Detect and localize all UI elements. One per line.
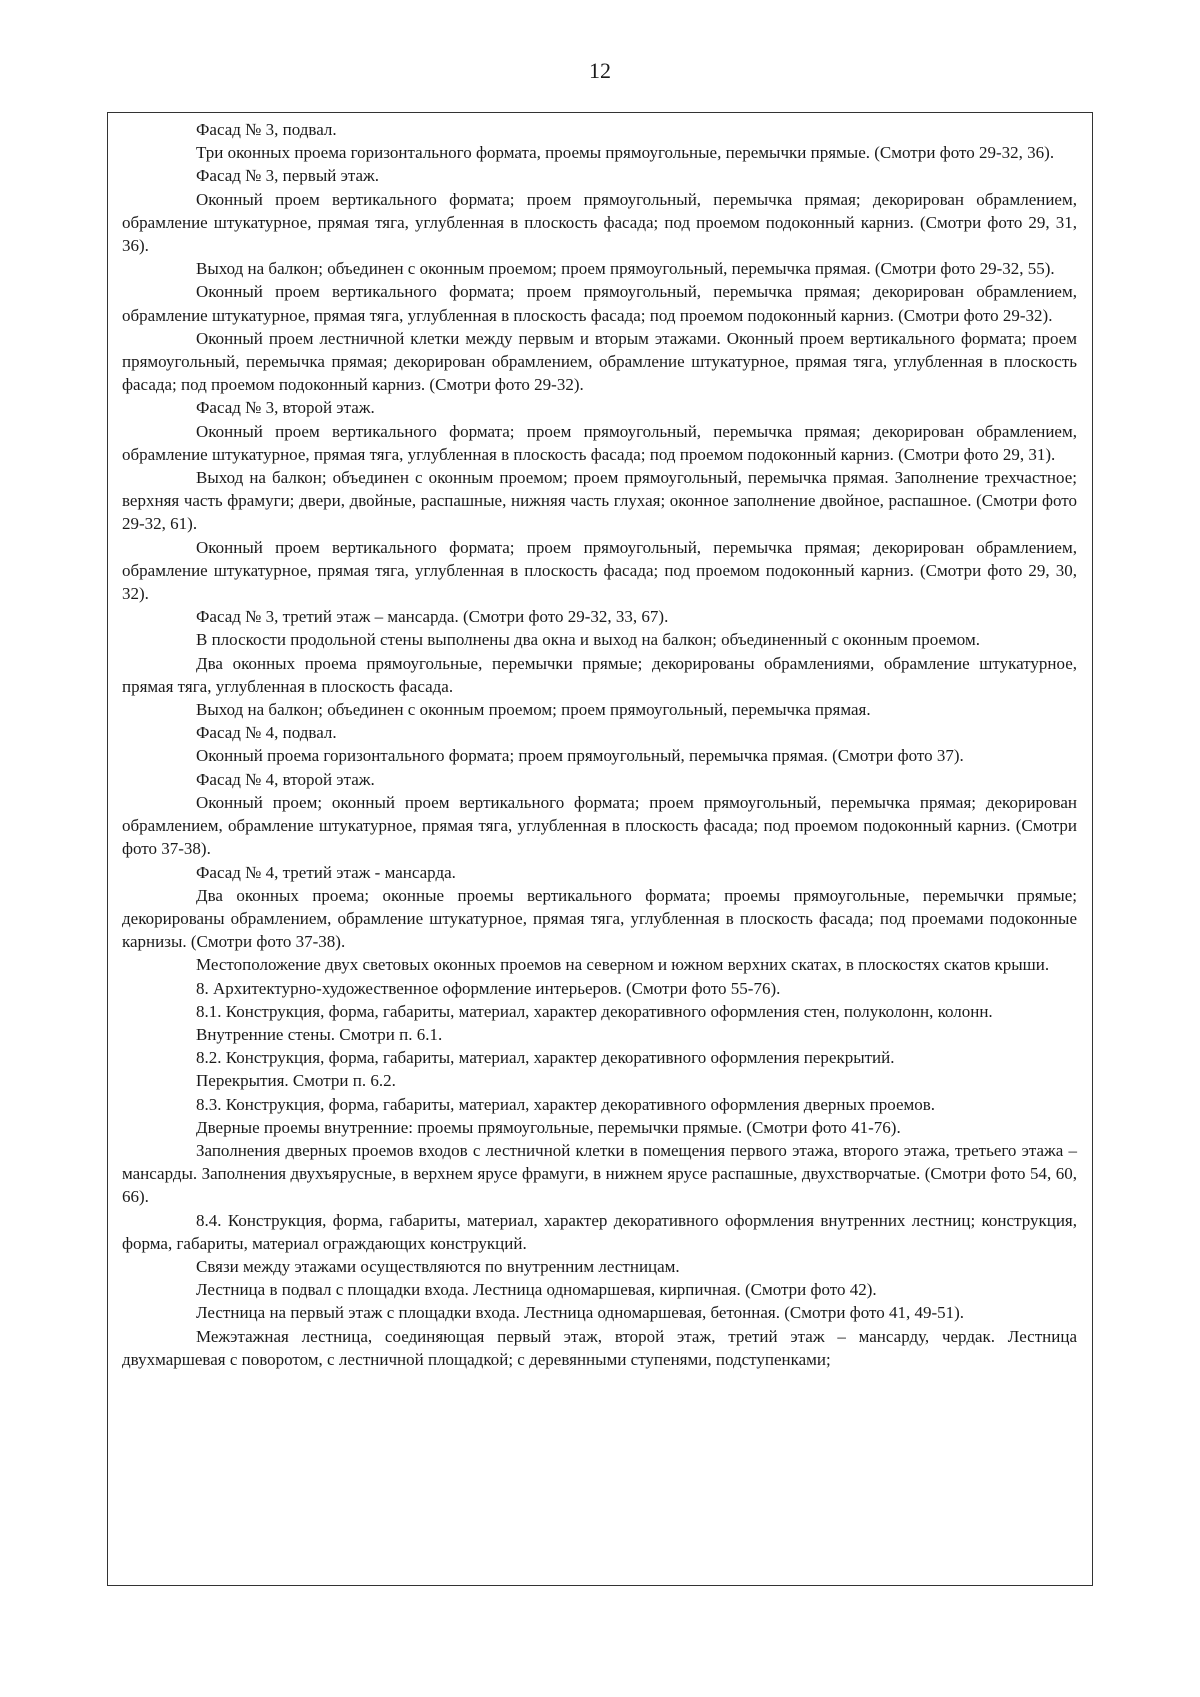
paragraph: 8. Архитектурно-художественное оформление интерьеров. (Смотри фото 55-76). — [196, 978, 781, 998]
paragraph: Оконный проем вертикального формата; проем прямоугольный, перемычка прямая; декорирован обрамлением, обрамление штукатурное, прямая тяга, углубленная в плоскость фасада; под проемом подоконный карниз. (Смотри фото 29, 30, 32). — [122, 537, 1077, 604]
paragraph: Фасад № 4, подвал. — [196, 723, 337, 743]
paragraph: Фасад № 4, третий этаж - мансарда. — [196, 862, 456, 882]
paragraph: Фасад № 3, третий этаж – мансарда. (Смотри фото 29-32, 33, 67). — [196, 607, 669, 627]
paragraph: Два оконных проема; оконные проемы вертикального формата; проемы прямоугольные, перемычки прямые; декорированы обрамлением, обрамление штукатурное, прямая тяга, углубленная в плоскость фасада; под проемами подоконные карнизы. (Смотри фото 37-38). — [122, 885, 1077, 952]
paragraph: Межэтажная лестница, соединяющая первый этаж, второй этаж, третий этаж – мансарду, чердак. Лестница двухмаршевая с поворотом, с лестничной площадкой; с деревянными ступенями, подступенками; — [122, 1326, 1077, 1369]
paragraph: Выход на балкон; объединен с оконным проемом; проем прямоугольный, перемычка прямая. Заполнение трехчастное; верхняя часть фрамуги; двери, двойные, распашные, нижняя часть глухая; оконное заполнение двойное, распашное. (Смотри фото 29-32, 61). — [122, 468, 1077, 534]
paragraph: Три оконных проема горизонтального формата, проемы прямоугольные, перемычки прямые. (Смотри фото 29-32, 36). — [196, 143, 1055, 163]
paragraph: Выход на балкон; объединен с оконным проемом; проем прямоугольный, перемычка прямая. — [196, 700, 871, 720]
paragraph: Оконный проем вертикального формата; проем прямоугольный, перемычка прямая; декорирован обрамлением, обрамление штукатурное, прямая тяга, углубленная в плоскость фасада; под проемом подоконный карниз. (Смотри фото 29-32). — [122, 282, 1077, 325]
paragraph: В плоскости продольной стены выполнены два окна и выход на балкон; объединенный с оконным проемом. — [196, 630, 980, 650]
paragraph: Связи между этажами осуществляются по внутренним лестницам. — [196, 1256, 680, 1276]
paragraph: Фасад № 4, второй этаж. — [196, 769, 375, 789]
paragraph: Дверные проемы внутренние: проемы прямоугольные, перемычки прямые. (Смотри фото 41-76). — [196, 1117, 901, 1137]
paragraph: Лестница в подвал с площадки входа. Лестница одномаршевая, кирпичная. (Смотри фото 42). — [196, 1280, 877, 1300]
paragraph: Фасад № 3, подвал. — [196, 120, 337, 139]
paragraph: Местоположение двух световых оконных проемов на северном и южном верхних скатах, в плоскостях скатов крыши. — [196, 955, 1050, 975]
paragraph: Два оконных проема прямоугольные, перемычки прямые; декорированы обрамлениями, обрамление штукатурное, прямая тяга, углубленная в плоскость фасада. — [122, 653, 1077, 696]
paragraph: Оконный проем вертикального формата; проем прямоугольный, перемычка прямая; декорирован обрамлением, обрамление штукатурное, прямая тяга, углубленная в плоскость фасада; под проемом подоконный карниз. (Смотри фото 29, 31). — [122, 421, 1077, 464]
paragraph: 8.4. Конструкция, форма, габариты, материал, характер декоративного оформления внутренних лестниц; конструкция, форма, габариты, материал ограждающих конструкций. — [122, 1210, 1077, 1253]
paragraph: 8.3. Конструкция, форма, габариты, материал, характер декоративного оформления дверных проемов. — [196, 1094, 936, 1114]
paragraph: Заполнения дверных проемов входов с лестничной клетки в помещения первого этажа, второго этажа, третьего этажа – мансарды. Заполнения двухъярусные, в верхнем ярусе фрамуги, в нижнем ярусе распашные, двухстворчатые. (Смотри фото 54, 60, 66). — [122, 1140, 1077, 1207]
paragraph: 8.1. Конструкция, форма, габариты, материал, характер декоративного оформления стен, полуколонн, колонн. — [196, 1001, 993, 1021]
paragraph: 8.2. Конструкция, форма, габариты, материал, характер декоративного оформления перекрытий. — [196, 1048, 895, 1068]
paragraph: Фасад № 3, первый этаж. — [196, 166, 380, 186]
page-number: 12 — [589, 58, 611, 83]
document-body — [122, 118, 1077, 1371]
paragraph: Выход на балкон; объединен с оконным проемом; проем прямоугольный, перемычка прямая. (Смотри фото 29-32, 55). — [196, 259, 1055, 279]
paragraph: Оконный проем; оконный проем вертикального формата; проем прямоугольный, перемычка прямая; декорирован обрамлением, обрамление штукатурное, прямая тяга, углубленная в плоскость фасада; под проемом подоконный карниз. (Смотри фото 37-38). — [122, 792, 1077, 859]
paragraph: Оконный проем вертикального формата; проем прямоугольный, перемычка прямая; декорирован обрамлением, обрамление штукатурное, прямая тяга, углубленная в плоскость фасада; под проемом подоконный карниз. (Смотри фото 29, 31, 36). — [122, 189, 1077, 256]
paragraph: Внутренние стены. Смотри п. 6.1. — [196, 1024, 443, 1044]
paragraph: Фасад № 3, второй этаж. — [196, 398, 375, 418]
paragraph: Оконный проема горизонтального формата; проем прямоугольный, перемычка прямая. (Смотри фото 37). — [196, 746, 964, 766]
paragraph: Оконный проем лестничной клетки между первым и вторым этажами. Оконный проем вертикального формата; проем прямоугольный, перемычка прямая; декорирован обрамлением, обрамление штукатурное, прямая тяга, углубленная в плоскость фасада; под проемом подоконный карниз. (Смотри фото 29-32). — [122, 328, 1077, 395]
paragraph: Перекрытия. Смотри п. 6.2. — [196, 1071, 396, 1091]
paragraph: Лестница на первый этаж с площадки входа. Лестница одномаршевая, бетонная. (Смотри фото 41, 49-51). — [196, 1303, 965, 1323]
